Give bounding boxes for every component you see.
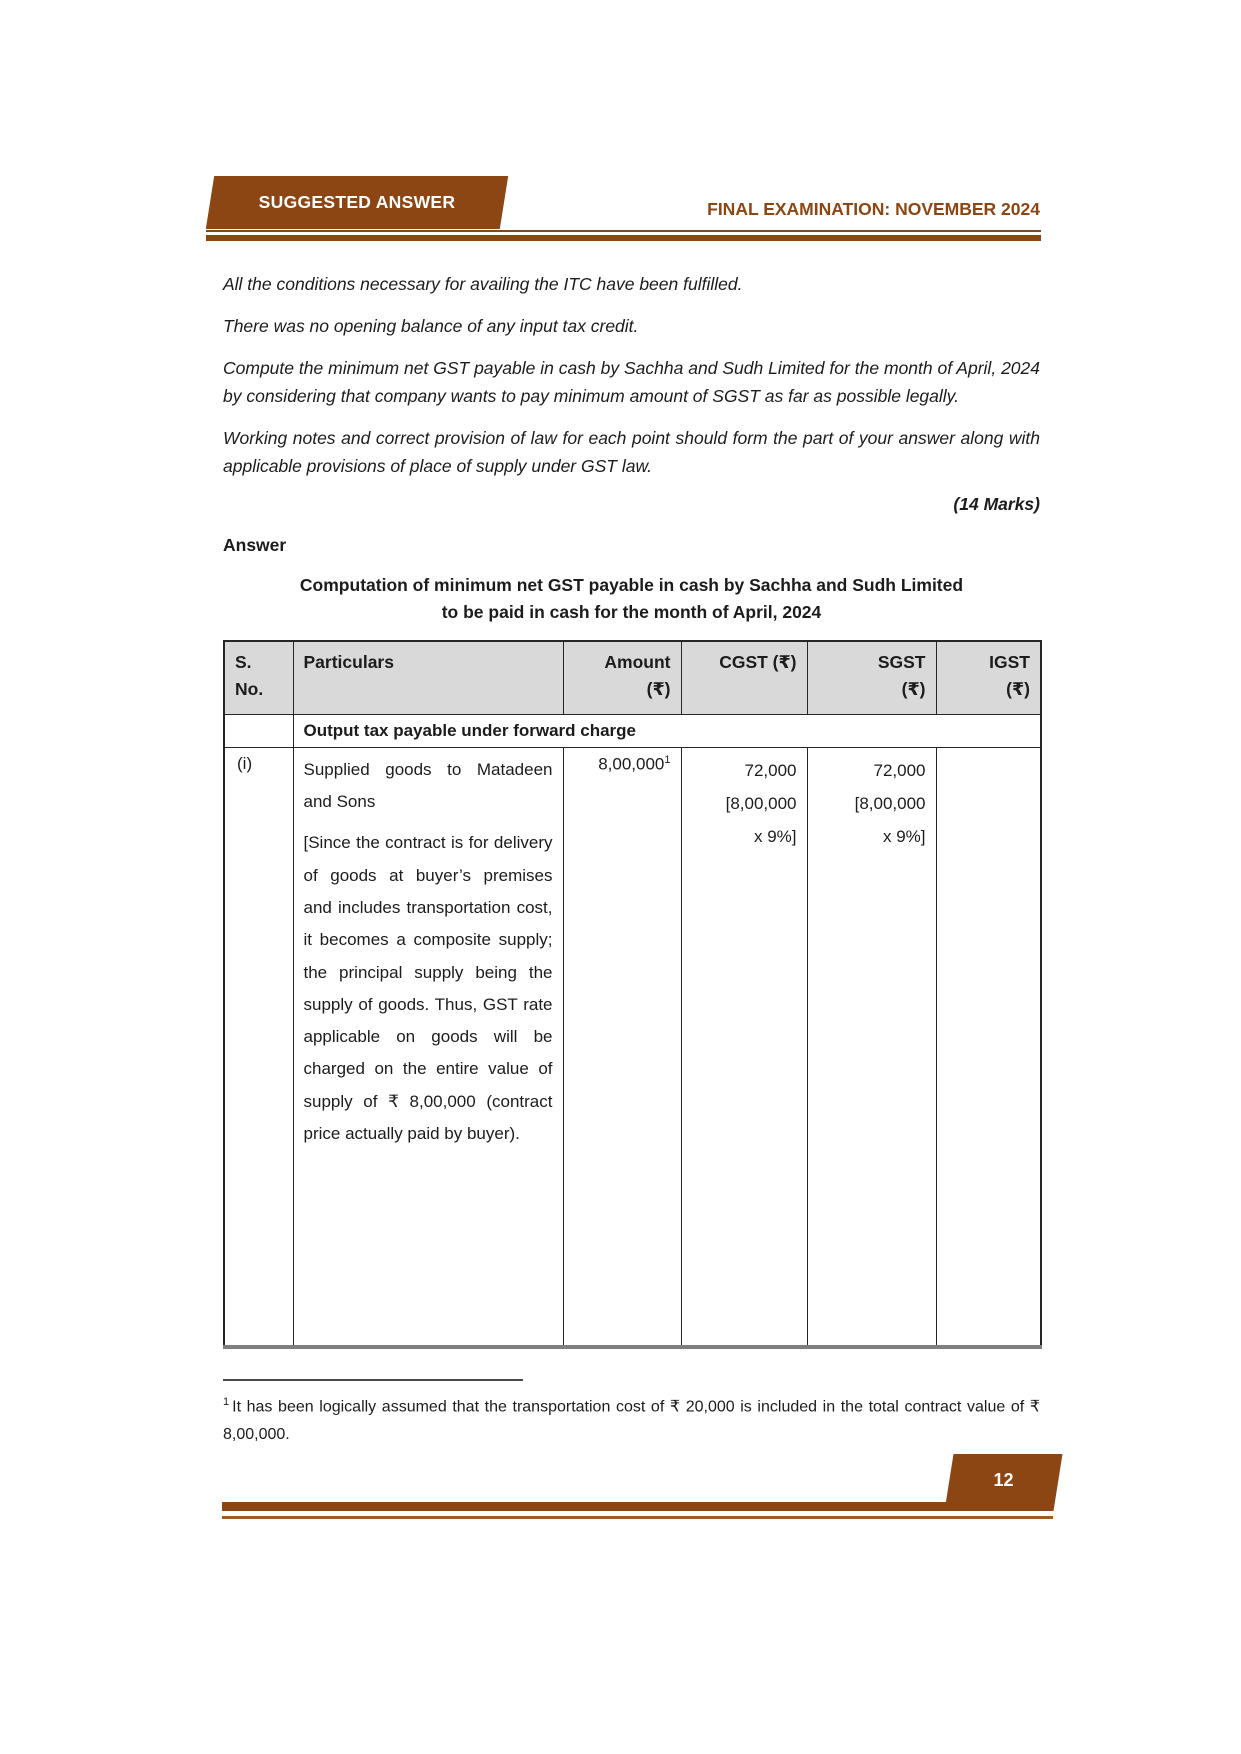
section-row-sno-cell [224,714,293,747]
row-particulars [293,747,563,1347]
cgst-working-line1: [8,00,000 [725,793,797,813]
col-header-sno-line1: S. [235,652,252,673]
footer-bar [222,1502,1048,1511]
col-header-igst-line2: (₹) [1006,678,1030,699]
col-header-amount-line2: (₹) [646,678,671,699]
footer-thin-line [222,1516,1053,1519]
paragraph-working-notes: Working notes and correct provision of law for each point should form the part of your answer along with applicable provisions of place of supply under GST law. [223,428,1040,476]
sgst-working-line1: [8,00,000 [854,793,926,813]
page-number: 12 [993,1470,1014,1490]
amount-value: 8,00,000 [598,754,665,774]
marks-label: (14 Marks) [953,494,1040,514]
footnote-marker: 1 [223,1396,230,1409]
table-header-row [224,641,1041,714]
row-igst [936,747,1041,1347]
row-sno: (i) [224,747,293,1347]
row-sgst [807,747,936,1347]
row-cgst [681,747,807,1347]
footnote-text: It has been logically assumed that the transportation cost of ₹ 20,000 is included in the total contract value of ₹ 8,00,000. [223,1398,1040,1443]
header-rule [206,230,1041,241]
answer-heading: Answer [223,535,287,555]
table-row [224,747,1041,1347]
cgst-working-line2: x 9%] [753,827,797,847]
table-title: Computation of minimum net GST payable in cash by Sachha and Sudh Limited to be paid in cash for the month of April, 2024 [299,575,964,623]
particulars-explanation: [Since the contract is for delivery of goods at buyer’s premises and includes transportation cost, it becomes a composite supply; the principal supply being the supply of goods. Thus, GST rate applicable on goods will be charged on the entire value of supply of ₹ 8,00,000 (contract price actually paid by buyer). [303,833,553,1144]
sgst-working-line2: x 9%] [882,827,926,847]
col-header-amount [563,641,681,714]
paragraph-opening-balance: There was no opening balance of any input tax credit. [223,316,639,336]
col-header-sgst [807,641,936,714]
exam-title: FINAL EXAMINATION: NOVEMBER 2024 [707,199,1040,219]
footnote [223,1393,1040,1448]
col-header-sno [224,641,293,714]
cgst-value: 72,000 [744,760,797,780]
col-header-igst-line1: IGST [989,652,1030,673]
paragraph-itc-conditions: All the conditions necessary for availing the ITC have been fulfilled. [223,274,743,294]
col-header-particulars: Particulars [293,641,563,714]
col-header-sno-line2: No. [235,678,264,699]
col-header-sgst-line1: SGST [877,652,926,673]
col-header-sgst-line2: (₹) [901,678,926,699]
particulars-supply: Supplied goods to Matadeen and Sons [303,759,553,812]
row-amount [563,747,681,1347]
computation-table [223,640,1042,1349]
suggested-answer-label: SUGGESTED ANSWER [258,192,456,212]
col-header-amount-line1: Amount [604,652,671,673]
sgst-value: 72,000 [873,760,926,780]
section-row [224,714,1041,747]
section-heading: Output tax payable under forward charge [293,714,1041,747]
page-content [223,270,1040,1448]
footnote-separator [223,1379,523,1381]
col-header-cgst: CGST (₹) [681,641,807,714]
paragraph-compute-question: Compute the minimum net GST payable in cash by Sachha and Sudh Limited for the month of April, 2024 by considering that company wants to pay minimum amount of SGST as far as possible legally. [223,358,1040,406]
footnote-ref: 1 [664,753,671,766]
col-header-igst [936,641,1041,714]
